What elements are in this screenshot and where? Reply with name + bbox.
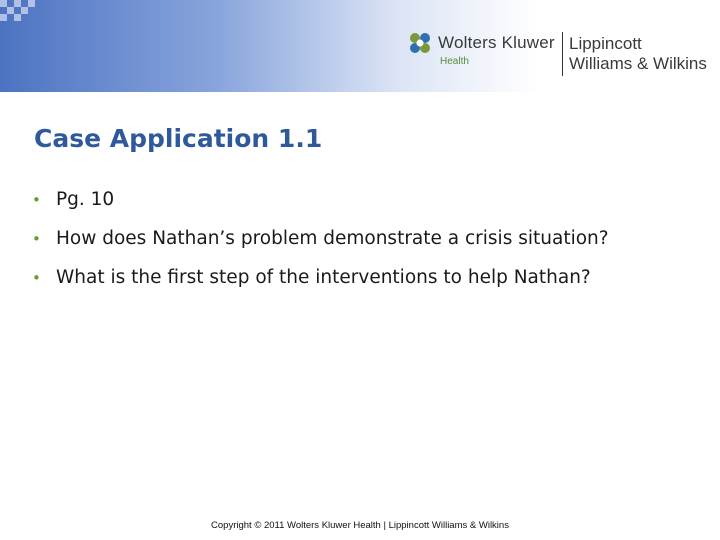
logo-division: Health <box>440 56 469 67</box>
bullet-icon: • <box>32 191 41 209</box>
bullet-icon: • <box>32 269 41 287</box>
publisher-logo <box>408 30 716 78</box>
bullet-item <box>30 266 710 289</box>
bullet-icon: • <box>32 230 41 248</box>
bullet-text: Pg. 10 <box>56 189 115 210</box>
logo-divider <box>562 32 563 76</box>
wolters-kluwer-logo-icon <box>408 32 432 54</box>
logo-company-name: Wolters Kluwer <box>438 33 555 52</box>
logo-imprint-line2: Williams & Wilkins <box>569 54 707 73</box>
bullet-text: What is the first step of the interventions to help Nathan? <box>56 267 591 288</box>
bullet-text: How does Nathan’s problem demonstrate a crisis situation? <box>56 228 609 249</box>
bullet-item <box>30 188 710 211</box>
header-checker-pattern <box>0 0 36 20</box>
logo-imprint-line1: Lippincott <box>569 34 642 53</box>
slide-title: Case Application 1.1 <box>34 124 323 153</box>
copyright-footer: Copyright © 2011 Wolters Kluwer Health | Lippincott Williams & Wilkins <box>211 520 509 531</box>
bullet-item <box>30 227 710 250</box>
bullet-list <box>30 188 710 289</box>
